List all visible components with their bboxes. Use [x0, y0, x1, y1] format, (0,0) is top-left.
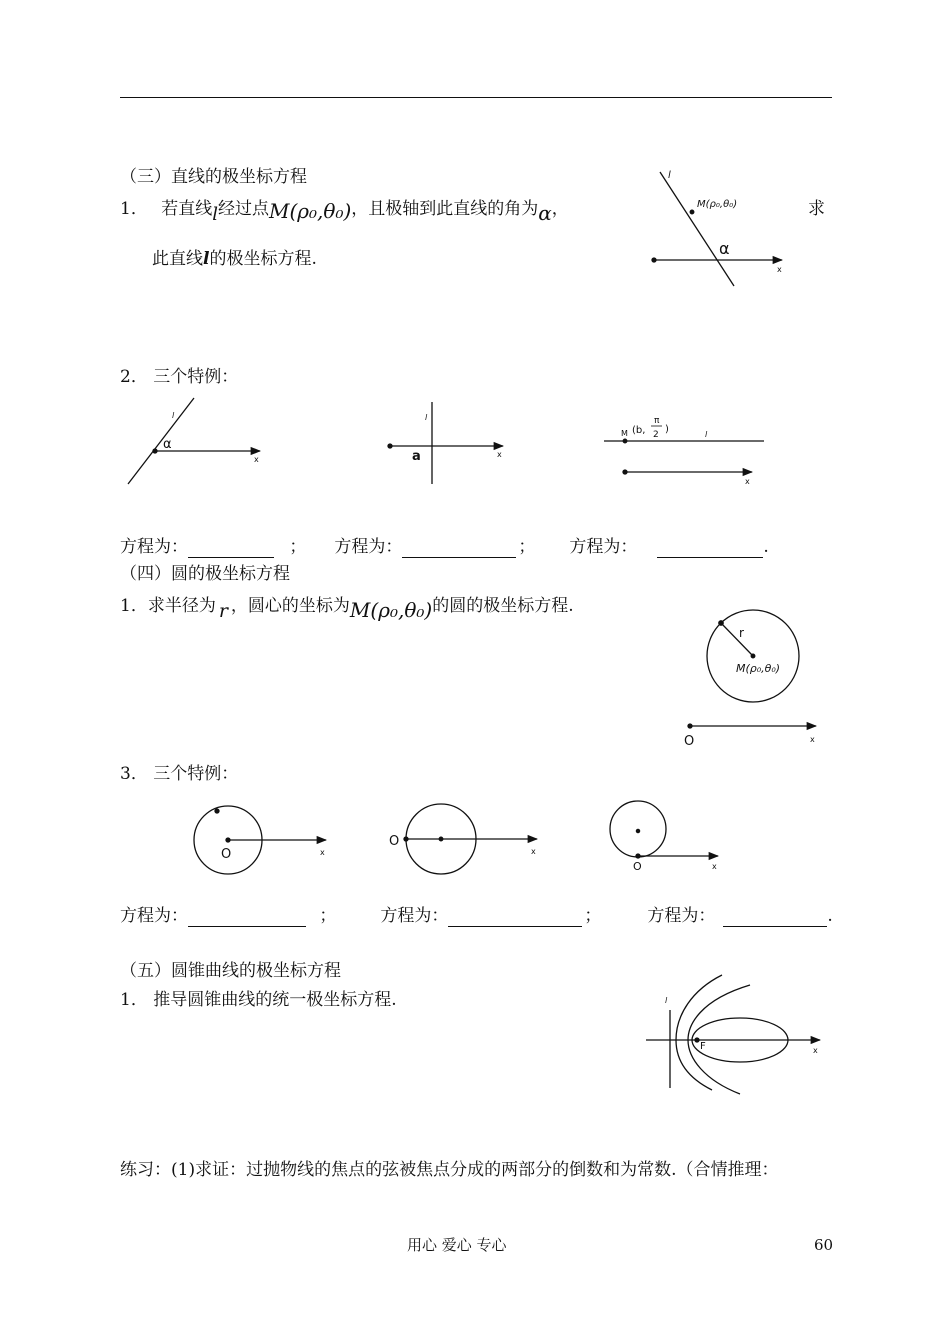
ex1-label-alpha: α	[163, 437, 172, 452]
figure-line-through-point	[652, 172, 782, 286]
q-text: ，圆心的坐标为	[230, 596, 350, 616]
sep: .	[763, 537, 769, 557]
question-4-3: 3． 三个特例：	[120, 764, 239, 784]
figure-example-line-2	[388, 402, 503, 484]
section-5-title: （五）圆锥曲线的极坐标方程	[120, 961, 341, 981]
sep: .	[827, 906, 833, 926]
question-5-1: 1． 推导圆锥曲线的统一极坐标方程.	[120, 990, 397, 1010]
eq-label: 方程为：	[334, 537, 403, 557]
page-number: 60	[814, 1236, 834, 1254]
q-text: 经过点	[218, 199, 269, 219]
c1-label-o: O	[221, 847, 232, 862]
ex2-label-a: a	[412, 449, 421, 464]
circle-label-o: O	[684, 734, 695, 749]
q-text: ，	[551, 199, 569, 219]
conic-label-f: F	[700, 1041, 706, 1052]
point-m: M(ρ₀,θ₀)	[349, 598, 433, 622]
q-number: 1．	[120, 199, 148, 219]
fig1-label-x: x	[777, 265, 782, 274]
sep: ；	[319, 906, 337, 926]
figure-conic-sections	[646, 975, 820, 1094]
figure-circle-example-3	[610, 801, 718, 858]
figure-example-line-3	[604, 439, 764, 474]
fig1-label-l: l	[668, 170, 671, 181]
eq-label: 方程为：	[569, 537, 638, 557]
ex1-label-x: x	[254, 455, 259, 464]
eq-label: 方程为：	[120, 537, 188, 557]
ex3-label-x: x	[745, 477, 750, 486]
footer-center: 用心 爱心 专心	[407, 1236, 507, 1254]
ex3-label-pi: π	[654, 416, 660, 426]
ex3-label-rp: )	[665, 424, 669, 435]
circle-label-m: M(ρ₀,θ₀)	[736, 662, 781, 675]
q-text: 的圆的极坐标方程.	[432, 596, 574, 616]
var-l: l	[203, 249, 210, 269]
q-text: 若直线	[161, 199, 213, 219]
circle-label-r: r	[739, 626, 744, 640]
figure-circle-example-1	[194, 806, 326, 874]
point-m: M(ρ₀,θ₀)	[269, 199, 352, 223]
circle-label-x: x	[810, 735, 815, 744]
ex3-label-l: l	[705, 430, 708, 439]
var-l: l	[212, 204, 218, 225]
fig1-label-m: M(ρ₀,θ₀)	[697, 199, 738, 210]
sep: ；	[584, 906, 602, 926]
ex3-label-m: M	[621, 429, 628, 438]
ex3-label-two: 2	[653, 430, 659, 440]
ex3-label-b: (b,	[632, 425, 646, 436]
c2-label-x: x	[531, 847, 536, 856]
var-alpha: α	[538, 201, 552, 225]
sep: ；	[289, 537, 307, 557]
eq-label: 方程为：	[647, 906, 716, 926]
c1-label-x: x	[320, 848, 325, 857]
var-r: r	[218, 600, 228, 622]
exercise-1: 练习：(1)求证：过抛物线的焦点的弦被焦点分成的两部分的倒数和为常数.（合情推理：	[120, 1160, 779, 1180]
eq-label: 方程为：	[120, 906, 188, 926]
ex1-label-l: l	[172, 411, 175, 420]
fig1-label-alpha: α	[719, 239, 730, 258]
q-text: 1．求半径为	[120, 596, 216, 616]
c3-label-x: x	[712, 862, 717, 871]
section-3-title: （三）直线的极坐标方程	[120, 167, 307, 187]
figure-circle-example-2	[404, 804, 537, 874]
conic-label-l: l	[665, 996, 668, 1005]
ex2-label-x: x	[497, 450, 502, 459]
question-3-2: 2． 三个特例：	[120, 367, 239, 387]
q-text: ，且极轴到此直线的角为	[351, 199, 539, 219]
c2-label-o: O	[389, 834, 400, 849]
ex2-label-l: l	[425, 413, 428, 422]
q-text: 的极坐标方程.	[209, 249, 317, 269]
conic-label-x: x	[813, 1046, 818, 1055]
q-text: 此直线	[152, 249, 203, 269]
figure-example-line-1	[128, 398, 260, 484]
question-3-1-qiu: 求	[808, 199, 825, 219]
c3-label-o: O	[633, 860, 642, 873]
eq-label: 方程为：	[380, 906, 449, 926]
section-4-title: （四）圆的极坐标方程	[120, 564, 290, 584]
sep: ；	[518, 537, 536, 557]
